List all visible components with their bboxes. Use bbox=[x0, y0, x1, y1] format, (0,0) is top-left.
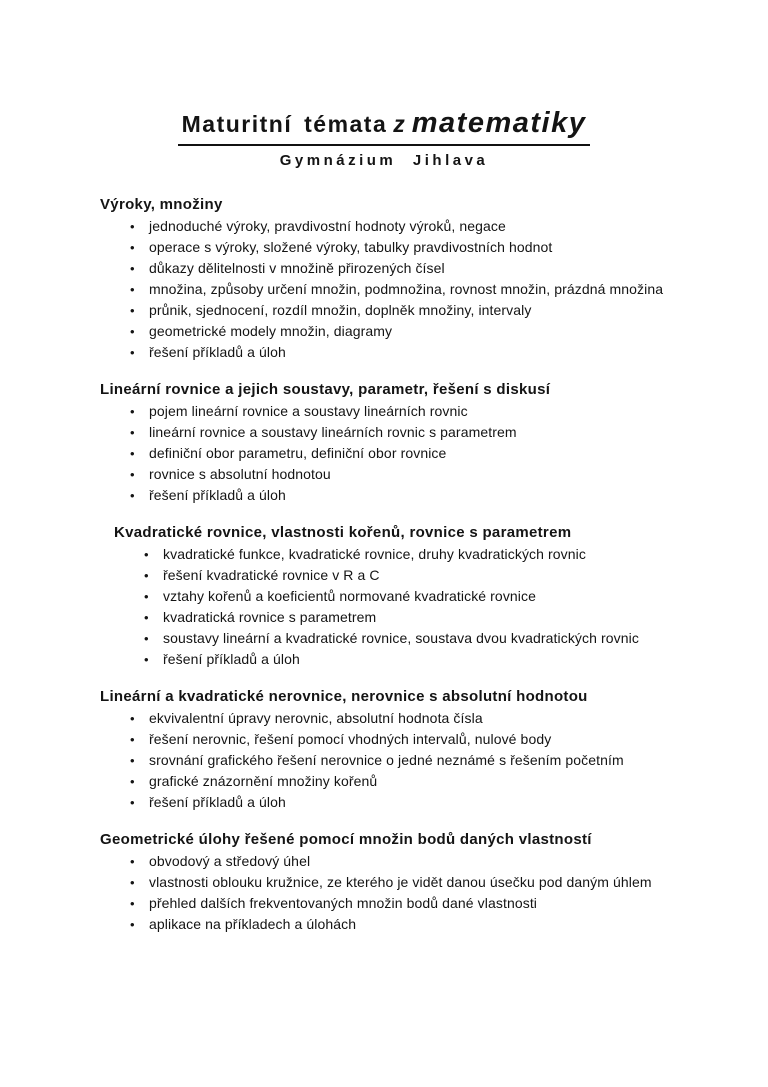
bullet-icon: • bbox=[144, 631, 149, 646]
title-underline-wrapper bbox=[178, 104, 591, 146]
bullet-icon: • bbox=[130, 732, 135, 747]
bullet-item bbox=[130, 321, 728, 342]
bullet-item bbox=[130, 342, 728, 363]
bullet-item bbox=[130, 216, 728, 237]
bullet-item bbox=[144, 586, 728, 607]
bullet-item bbox=[144, 544, 728, 565]
bullet-icon: • bbox=[130, 917, 135, 932]
topic-section bbox=[100, 379, 728, 506]
bullet-list bbox=[130, 708, 728, 813]
title-text: Maturitní témata bbox=[181, 111, 388, 137]
bullet-text: řešení příkladů a úloh bbox=[149, 344, 286, 360]
topic-section bbox=[100, 686, 728, 813]
bullet-text: množina, způsoby určení množin, podmnožina, rovnost množin, prázdná množina bbox=[149, 281, 664, 297]
section-heading: Lineární a kvadratické nerovnice, nerovnice s absolutní hodnotou bbox=[100, 688, 588, 705]
bullet-icon: • bbox=[130, 345, 135, 360]
bullet-text: geometrické modely množin, diagramy bbox=[149, 323, 393, 339]
topic-section bbox=[100, 194, 728, 363]
bullet-icon: • bbox=[130, 488, 135, 503]
bullet-list bbox=[144, 544, 728, 670]
bullet-icon: • bbox=[144, 589, 149, 604]
bullet-icon: • bbox=[130, 753, 135, 768]
bullet-icon: • bbox=[130, 282, 135, 297]
bullet-text: lineární rovnice a soustavy lineárních rovnic s parametrem bbox=[149, 424, 517, 440]
bullet-item bbox=[130, 851, 728, 872]
bullet-text: definiční obor parametru, definiční obor rovnice bbox=[149, 445, 447, 461]
topic-section bbox=[100, 829, 728, 935]
bullet-text: vztahy kořenů a koeficientů normované kvadratické rovnice bbox=[163, 588, 537, 604]
bullet-item bbox=[130, 401, 728, 422]
document-body bbox=[100, 194, 728, 935]
bullet-item bbox=[130, 485, 728, 506]
bullet-text: řešení nerovnic, řešení pomocí vhodných intervalů, nulové body bbox=[149, 731, 552, 747]
bullet-text: obvodový a středový úhel bbox=[149, 853, 311, 869]
bullet-item bbox=[144, 607, 728, 628]
bullet-text: řešení příkladů a úloh bbox=[149, 794, 286, 810]
bullet-item bbox=[130, 422, 728, 443]
bullet-icon: • bbox=[130, 404, 135, 419]
bullet-text: operace s výroky, složené výroky, tabulky pravdivostních hodnot bbox=[149, 239, 553, 255]
bullet-icon: • bbox=[130, 425, 135, 440]
bullet-list bbox=[130, 851, 728, 935]
bullet-item bbox=[130, 258, 728, 279]
bullet-text: kvadratické funkce, kvadratické rovnice, druhy kvadratických rovnic bbox=[163, 546, 586, 562]
bullet-list bbox=[130, 216, 728, 363]
bullet-text: srovnání grafického řešení nerovnice o jedné neznámé s řešením početním bbox=[149, 752, 624, 768]
bullet-icon: • bbox=[144, 652, 149, 667]
bullet-item bbox=[144, 565, 728, 586]
bullet-text: rovnice s absolutní hodnotou bbox=[149, 466, 331, 482]
bullet-icon: • bbox=[144, 610, 149, 625]
bullet-text: ekvivalentní úpravy nerovnic, absolutní hodnota čísla bbox=[149, 710, 483, 726]
bullet-text: řešení příkladů a úloh bbox=[163, 651, 300, 667]
document-subtitle: Gymnázium Jihlava bbox=[279, 152, 489, 169]
bullet-item bbox=[144, 649, 728, 670]
bullet-item bbox=[130, 914, 728, 935]
bullet-text: důkazy dělitelnosti v množině přirozených čísel bbox=[149, 260, 445, 276]
bullet-item bbox=[130, 300, 728, 321]
bullet-item bbox=[130, 771, 728, 792]
bullet-item bbox=[130, 750, 728, 771]
bullet-icon: • bbox=[130, 467, 135, 482]
bullet-item bbox=[130, 792, 728, 813]
bullet-item bbox=[130, 729, 728, 750]
bullet-item bbox=[130, 464, 728, 485]
bullet-text: soustavy lineární a kvadratické rovnice, soustava dvou kvadratických rovnic bbox=[163, 630, 639, 646]
section-heading: Lineární rovnice a jejich soustavy, parametr, řešení s diskusí bbox=[100, 381, 551, 398]
bullet-item bbox=[144, 628, 728, 649]
bullet-text: grafické znázornění množiny kořenů bbox=[149, 773, 378, 789]
bullet-icon: • bbox=[130, 240, 135, 255]
bullet-icon: • bbox=[130, 219, 135, 234]
bullet-icon: • bbox=[144, 568, 149, 583]
bullet-icon: • bbox=[130, 324, 135, 339]
bullet-icon: • bbox=[130, 774, 135, 789]
bullet-text: řešení příkladů a úloh bbox=[149, 487, 286, 503]
title-connector: z bbox=[393, 111, 406, 137]
section-heading: Výroky, množiny bbox=[100, 196, 223, 213]
bullet-text: pojem lineární rovnice a soustavy lineárních rovnic bbox=[149, 403, 468, 419]
bullet-list bbox=[130, 401, 728, 506]
section-heading: Geometrické úlohy řešené pomocí množin bodů daných vlastností bbox=[100, 831, 592, 848]
bullet-icon: • bbox=[130, 795, 135, 810]
bullet-icon: • bbox=[130, 446, 135, 461]
bullet-item bbox=[130, 237, 728, 258]
bullet-text: přehled dalších frekventovaných množin bodů dané vlastnosti bbox=[149, 895, 538, 911]
bullet-icon: • bbox=[130, 854, 135, 869]
bullet-icon: • bbox=[130, 711, 135, 726]
bullet-item bbox=[130, 443, 728, 464]
bullet-icon: • bbox=[144, 547, 149, 562]
bullet-text: kvadratická rovnice s parametrem bbox=[163, 609, 377, 625]
document-title bbox=[0, 104, 768, 146]
bullet-icon: • bbox=[130, 896, 135, 911]
bullet-text: jednoduché výroky, pravdivostní hodnoty výroků, negace bbox=[149, 218, 506, 234]
bullet-text: vlastnosti oblouku kružnice, ze kterého je vidět danou úsečku pod daným úhlem bbox=[149, 874, 652, 890]
topic-section bbox=[114, 522, 728, 670]
bullet-icon: • bbox=[130, 875, 135, 890]
bullet-icon: • bbox=[130, 303, 135, 318]
bullet-item bbox=[130, 708, 728, 729]
bullet-text: aplikace na příkladech a úlohách bbox=[149, 916, 357, 932]
title-emphasis: matematiky bbox=[411, 107, 587, 139]
bullet-item bbox=[130, 893, 728, 914]
bullet-item bbox=[130, 279, 728, 300]
section-heading: Kvadratické rovnice, vlastnosti kořenů, rovnice s parametrem bbox=[114, 524, 572, 541]
bullet-item bbox=[130, 872, 728, 893]
bullet-text: průnik, sjednocení, rozdíl množin, doplněk množiny, intervaly bbox=[149, 302, 532, 318]
bullet-icon: • bbox=[130, 261, 135, 276]
bullet-text: řešení kvadratické rovnice v R a C bbox=[163, 567, 380, 583]
